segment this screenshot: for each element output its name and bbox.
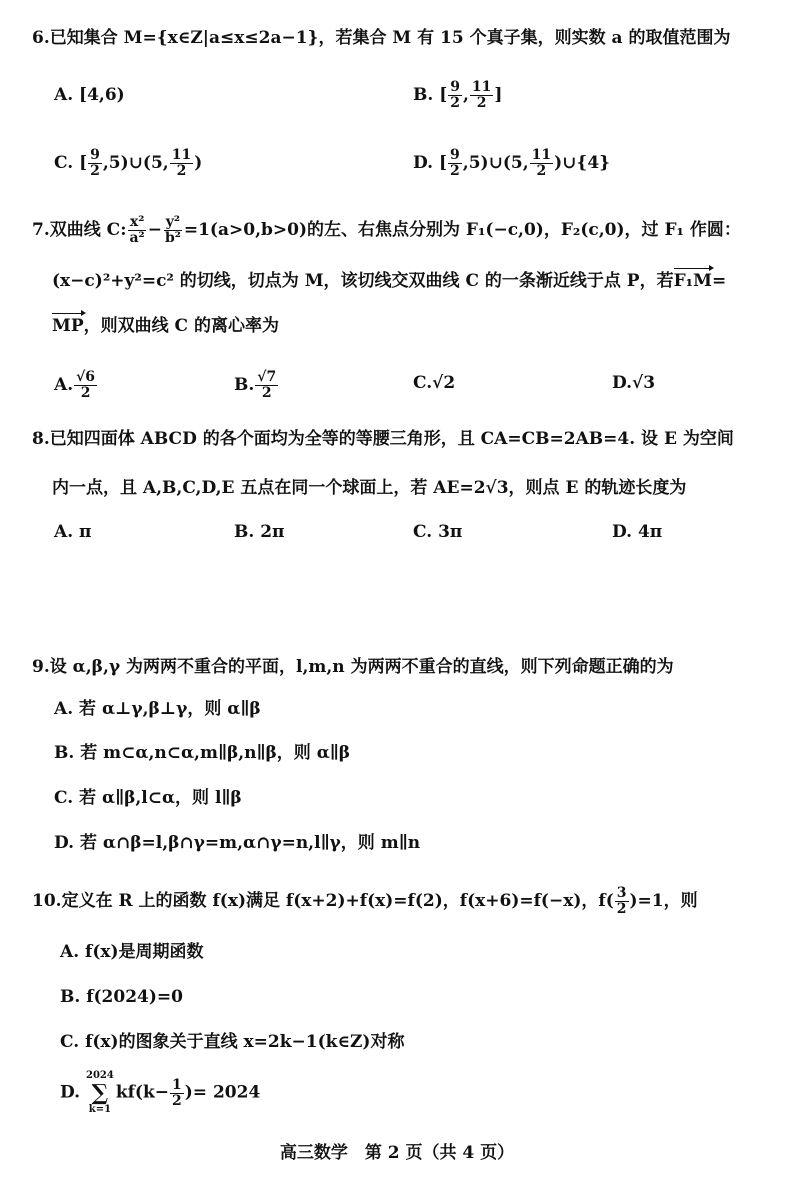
q8-option-a: A. π (54, 522, 92, 542)
q8-option-b: B. 2π (234, 522, 285, 542)
vector-f1m: F₁M (673, 271, 712, 291)
q6-option-c: C. [ $\frac{9}{2}$ ,5)∪(5, $\frac{11}{2}$ ) (54, 147, 203, 179)
q8-stem-line1: 8.已知四面体 ABCD 的各个面均为全等的等腰三角形，且 CA=CB=2AB=4. 设 E 为空间 (32, 429, 734, 449)
q6-option-b: B. [ $\frac{9}{2}$ , $\frac{11}{2}$ ] (413, 79, 503, 111)
q7-option-d: D.√3 (612, 373, 656, 393)
q6-stem: 6.已知集合 M={x∈Z|a≤x≤2a−1}，若集合 M 有 15 个真子集，则实数 a 的取值范围为 (32, 28, 731, 48)
q7-option-a: A. $\frac{√6}{2}$ (54, 369, 96, 401)
q7-option-c: C.√2 (413, 373, 456, 393)
q7-stem-line3: MP，则双曲线 C 的离心率为 (52, 316, 279, 336)
q7-stem-line2: (x−c)²+y²=c² 的切线，切点为 M，该切线交双曲线 C 的一条渐近线于点 P，若F₁M= (52, 271, 727, 291)
q8-stem-line2: 内一点，且 A,B,C,D,E 五点在同一个球面上，若 AE=2√3，则点 E 的轨迹长度为 (52, 478, 687, 498)
q10-option-c: C. f(x)的图象关于直线 x=2k−1(k∈Z)对称 (60, 1032, 405, 1052)
vector-mp: MP (52, 316, 84, 336)
q6-option-a: A. [4,6) (54, 85, 125, 105)
q10-option-d: D. 2024 ∑ k=1 kf(k− $\frac{1}{2}$ )= 2024 (60, 1070, 261, 1115)
q9-option-b: B. 若 m⊂α,n⊂α,m∥β,n∥β，则 α∥β (54, 743, 351, 763)
q10-stem: 10.定义在 R 上的函数 f(x)满足 f(x+2)+f(x)=f(2)，f(x+6)=f(−x)，f( $\frac{3}{2}$ )=1，则 (32, 885, 698, 917)
q7-option-b: B. $\frac{√7}{2}$ (234, 369, 277, 401)
q9-option-d: D. 若 α∩β=l,β∩γ=m,α∩γ=n,l∥γ，则 m∥n (54, 833, 421, 853)
q7-stem-line1: 7.双曲线 C: $\frac{\text{x²}}{\text{a²}}$ − $\frac{\text{y²}}{\text{b²}}$ =1(a>0,b>0)的左、右焦点分别为 F₁(−c,0)，F₂(c,0)，过 F₁ 作圆： (32, 214, 741, 246)
q6-option-d: D. [ $\frac{9}{2}$ ,5)∪(5, $\frac{11}{2}$ )∪{4} (413, 147, 611, 179)
summation: 2024 ∑ k=1 (85, 1070, 114, 1115)
q9-stem: 9.设 α,β,γ 为两两不重合的平面，l,m,n 为两两不重合的直线，则下列命题正确的为 (32, 657, 674, 677)
q8-option-d: D. 4π (612, 522, 663, 542)
q10-option-a: A. f(x)是周期函数 (60, 942, 204, 962)
q8-option-c: C. 3π (413, 522, 463, 542)
q9-option-c: C. 若 α∥β,l⊂α，则 l∥β (54, 788, 242, 808)
q9-option-a: A. 若 α⊥γ,β⊥γ，则 α∥β (54, 699, 261, 719)
q10-option-b: B. f(2024)=0 (60, 987, 183, 1007)
page-footer: 高三数学 第 2 页（共 4 页） (279, 1143, 515, 1163)
